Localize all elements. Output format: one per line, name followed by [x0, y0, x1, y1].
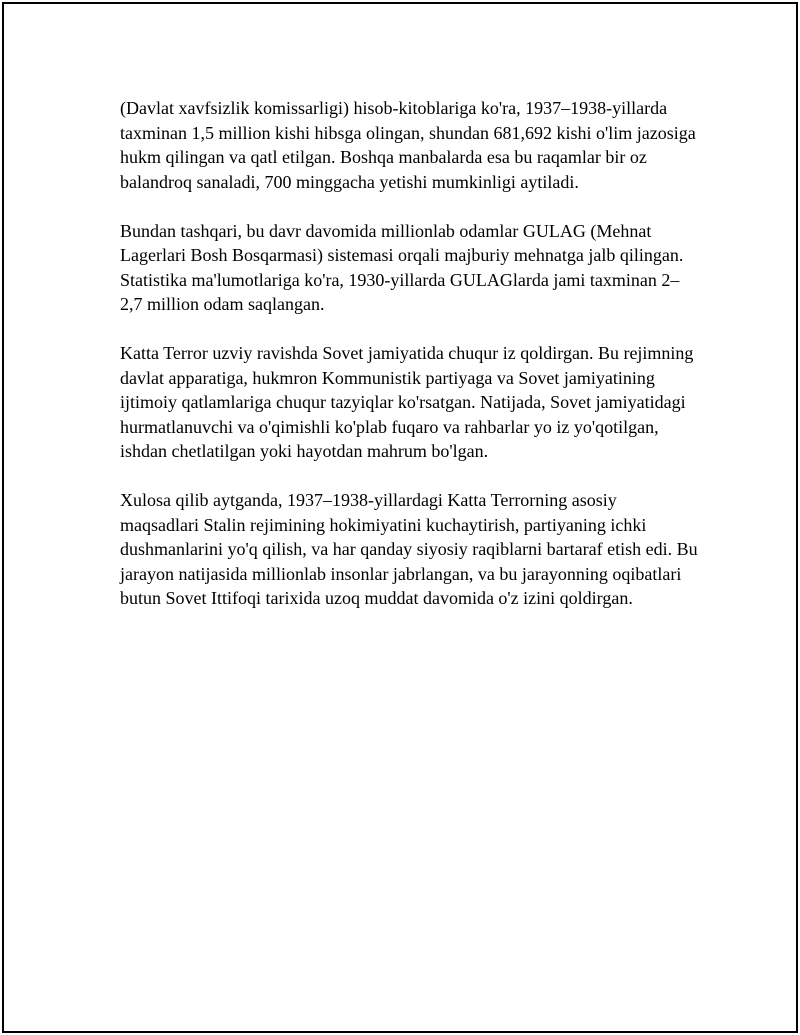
document-body: [120, 96, 700, 635]
paragraph-4: Xulosa qilib aytganda, 1937–1938-yillardagi Katta Terrorning asosiy maqsadlari Stalin rejimining hokimiyatini kuchaytirish, partiyaning ichki dushmanlarini yo'q qilish, va har qanday siyosiy raqiblarni bartaraf etish edi. Bu jarayon natijasida millionlab insonlar jabrlangan, va bu jarayonning oqibatlari butun Sovet Ittifoqi tarixida uzoq muddat davomida o'z izini qoldirgan.: [120, 490, 698, 608]
paragraph-1: (Davlat xavfsizlik komissarligi) hisob-kitoblariga ko'ra, 1937–1938-yillarda taxminan 1,5 million kishi hibsga olingan, shundan 681,692 kishi o'lim jazosiga hukm qilingan va qatl etilgan. Boshqa manbalarda esa bu raqamlar bir oz balandroq sanaladi, 700 minggacha yetishi mumkinligi aytiladi.: [120, 98, 696, 192]
paragraph-2: Bundan tashqari, bu davr davomida millionlab odamlar GULAG (Mehnat Lagerlari Bosh Bosqarmasi) sistemasi orqali majburiy mehnatga jalb qilingan. Statistika ma'lumotlariga ko'ra, 1930-yillarda GULAGlarda jami taxminan 2–2,7 million odam saqlangan.: [120, 220, 684, 314]
paragraph-3: Katta Terror uzviy ravishda Sovet jamiyatida chuqur iz qoldirgan. Bu rejimning davlat apparatiga, hukmron Kommunistik partiyaga va Sovet jamiyatining ijtimoiy qatlamlariga chuqur tazyiqlar ko'rsatgan. Natijada, Sovet jamiyatidagi hurmatlanuvchi va o'qimishli ko'plab fuqaro va rahbarlar yo iz yo'qotilgan, ishdan chetlatilgan yoki hayotdan mahrum bo'lgan.: [120, 343, 694, 461]
page-frame: [2, 2, 798, 1033]
